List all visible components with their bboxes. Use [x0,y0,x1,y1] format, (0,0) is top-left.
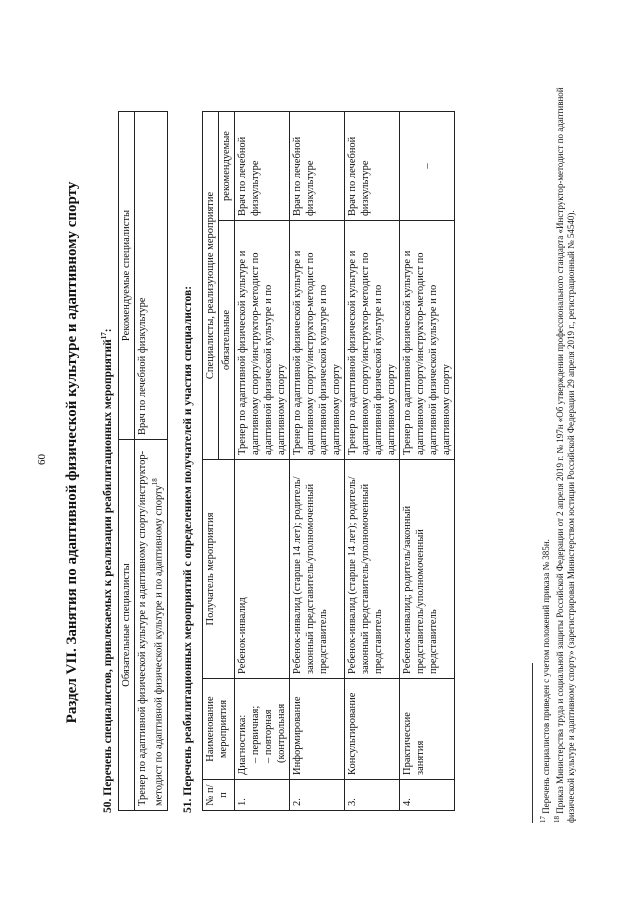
footnote-17-text: Перечень специалистов приведен с учетом положений приказа № 385н. [541,539,551,814]
item-50-heading [100,328,114,813]
row-measure-name [235,679,290,780]
item-50-heading-tail: : [101,328,114,333]
page-number: 60 [36,454,48,465]
measure-name-text: Диагностика: [237,714,248,775]
footnote-17 [538,83,552,823]
specialists-table-row [135,112,168,811]
item-50-heading-footnote-ref: 17 [100,332,108,340]
section-title: Раздел VII. Занятия по адаптивной физической культуре и адаптивному спорту [64,181,80,724]
required-specialists-cell [135,440,168,811]
row-recipient: Ребенок-инвалид (старше 14 лет); родитель/законный представитель/уполномоченный представитель [290,460,345,679]
row-measure-name: Консультирование [345,679,400,780]
item-51-heading: 51. Перечень реабилитационных мероприятий с определением получателей и участия специалистов: [182,285,194,813]
specialists-table-header [119,112,135,811]
row-measure-name: Практические занятия [400,679,455,780]
table-row [400,112,455,811]
measure-sub-item: – повторная (контрольная [263,703,287,763]
col-recommended-specialists: Рекомендуемые специалисты [119,112,135,440]
measures-table [202,111,455,811]
item-50-heading-text: 50. Перечень специалистов, привлекаемых к реализации реабилитационных мероприятий [101,339,114,813]
required-specialists-footnote-ref: 18 [151,478,159,486]
footnote-17-mark: 17 [539,816,547,823]
measure-sub-item: – первичная; [250,705,261,763]
row-number: 1. [235,780,290,811]
row-required: Тренер по адаптивной физической культуре и адаптивному спорту/инструктор-методист по адаптивной физической культуре и по адаптивному спорту [345,221,400,460]
col-measure-name: Наименование мероприятия [203,679,235,780]
table-row [290,112,345,811]
row-recommended: Врач по лечебной физкультуре [345,112,400,221]
footnote-18 [552,83,577,823]
footnote-18-text: Приказ Министерства труда и социальной защиты Российской Федерации от 2 апреля 2019 г. № 197н «Об утверждении профессионального стандарта «Инструктор-методист по адаптивной физической культуре и адаптивному спорту» (зарегистрирован Министерством юстиции Российской Федерации 29 апреля 2019 г., регистрационный № 54540). [555,87,576,823]
row-number: 2. [290,780,345,811]
col-recipient: Получатель мероприятия [203,460,235,679]
recommended-specialists-cell: Врач по лечебной физкультуре [135,112,168,440]
row-recipient: Ребенок-инвалид; родитель/законный представитель/уполномоченный представитель [400,460,455,679]
col-recommended: рекомендуемые [219,112,235,221]
specialists-table [118,111,168,811]
row-recommended: Врач по лечебной физкультуре [290,112,345,221]
required-specialists-text: Тренер по адаптивной физической культуре и адаптивному спорту/инструктор-методист по адаптивной физической культуре и по адаптивному спорту [137,450,165,806]
footnote-separator [532,663,533,823]
col-number: № п/п [203,780,235,811]
row-recipient: Ребенок-инвалид [235,460,290,679]
row-measure-name: Информирование [290,679,345,780]
col-required-specialists: Обязательные специалисты [119,440,135,811]
col-specialists: Специалисты, реализующие мероприятие [203,112,219,460]
row-number: 3. [345,780,400,811]
table-row [235,112,290,811]
table-row [345,112,400,811]
col-required: обязательные [219,221,235,460]
row-required: Тренер по адаптивной физической культуре и адаптивному спорту/инструктор-методист по адаптивной физической культуре и по адаптивному спорту [290,221,345,460]
row-number: 4. [400,780,455,811]
measures-header-row-1 [203,112,219,811]
row-recommended: Врач по лечебной физкультуре [235,112,290,221]
row-required: Тренер по адаптивной физической культуре и адаптивному спорту/инструктор-методист по адаптивной физической культуре и по адаптивному спорту [235,221,290,460]
row-recipient: Ребенок-инвалид (старше 14 лет); родитель/законный представитель/уполномоченный представитель [345,460,400,679]
row-required: Тренер по адаптивной физической культуре и адаптивному спорту/инструктор-методист по адаптивной физической культуре и по адаптивному спорту [400,221,455,460]
footnote-18-mark: 18 [553,816,561,823]
row-recommended: – [400,112,455,221]
